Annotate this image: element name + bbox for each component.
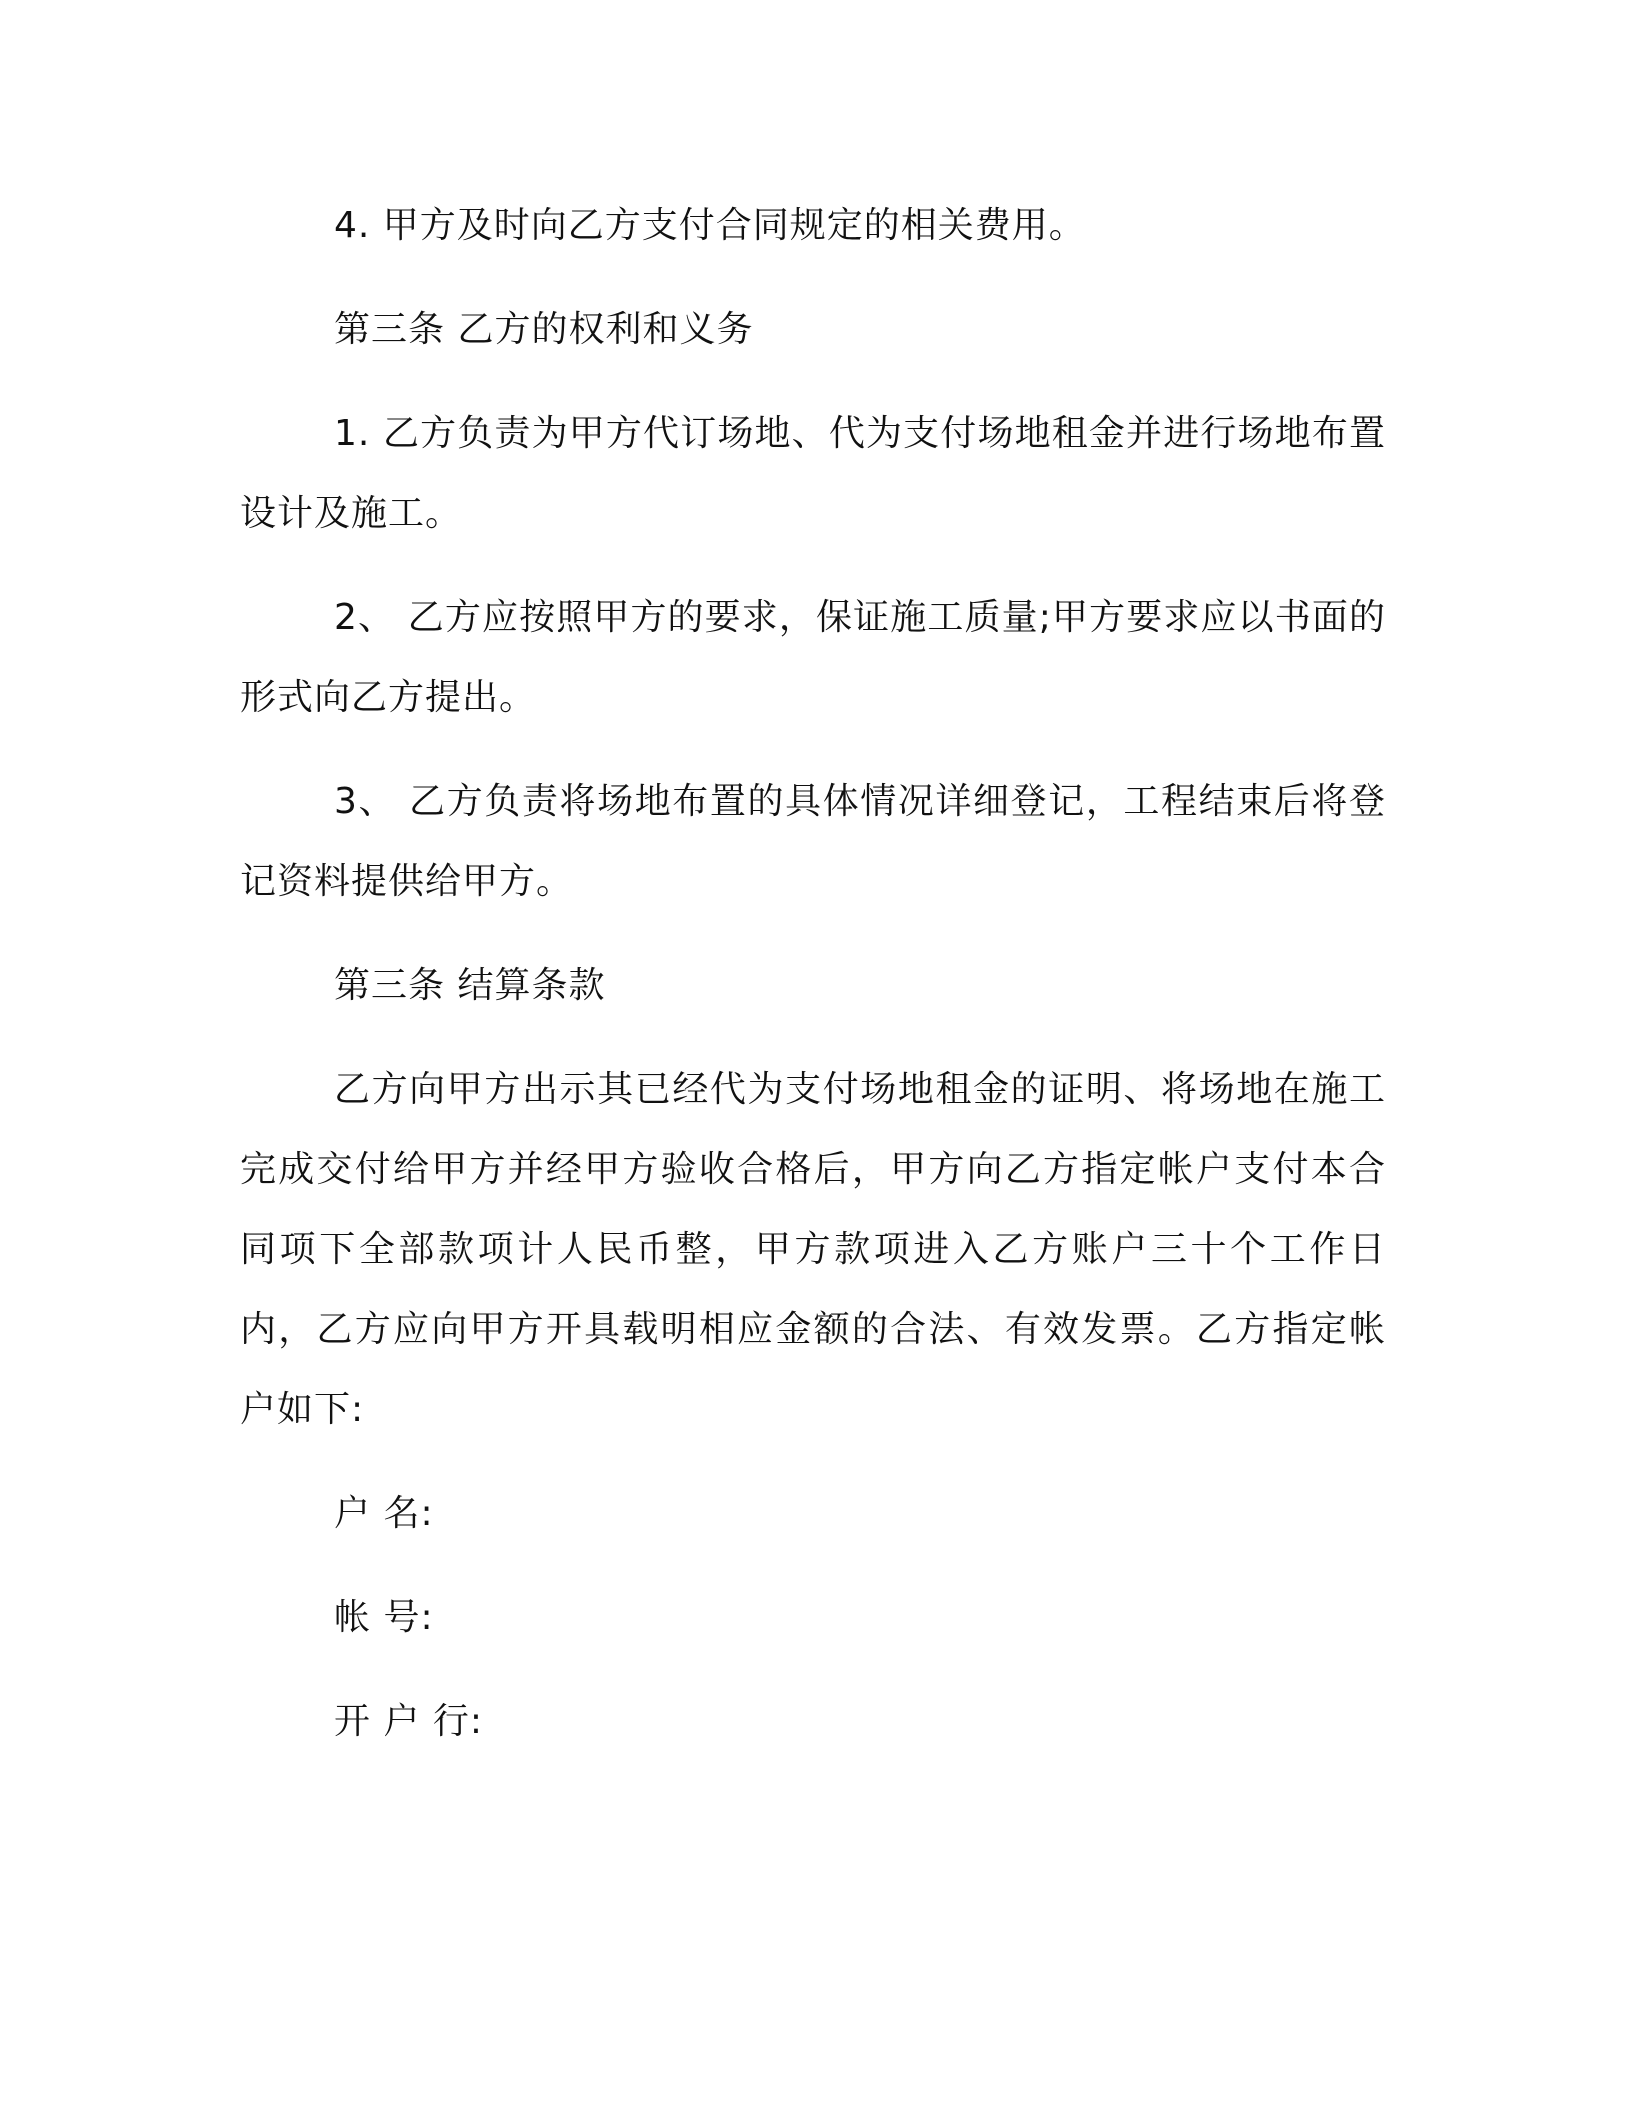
- document-body: [240, 186, 1386, 1786]
- clause-3-item-1: 1. 乙方负责为甲方代订场地、代为支付场地租金并进行场地布置设计及施工。: [240, 413, 1386, 534]
- settlement-paragraph: 乙方向甲方出示其已经代为支付场地租金的证明、将场地在施工完成交付给甲方并经甲方验收合格后，甲方向乙方指定帐户支付本合同项下全部款项计人民币整，甲方款项进入乙方账户三十个工作日内，乙方应向甲方开具载明相应金额的合法、有效发票。乙方指定帐户如下:: [240, 1069, 1386, 1430]
- account-name-field: 户 名:: [334, 1493, 434, 1534]
- clause-3-item-3: 3、 乙方负责将场地布置的具体情况详细登记，工程结束后将登记资料提供给甲方。: [240, 781, 1386, 902]
- clause-3-item-2: 2、 乙方应按照甲方的要求，保证施工质量;甲方要求应以书面的形式向乙方提出。: [240, 597, 1386, 718]
- article-3-heading-settlement: 第三条 结算条款: [334, 965, 606, 1006]
- bank-field: 开 户 行:: [334, 1701, 484, 1742]
- account-number-field: 帐 号:: [334, 1597, 434, 1638]
- article-3-heading-rights: 第三条 乙方的权利和义务: [334, 309, 754, 350]
- clause-2-item-4: 4. 甲方及时向乙方支付合同规定的相关费用。: [334, 205, 1086, 246]
